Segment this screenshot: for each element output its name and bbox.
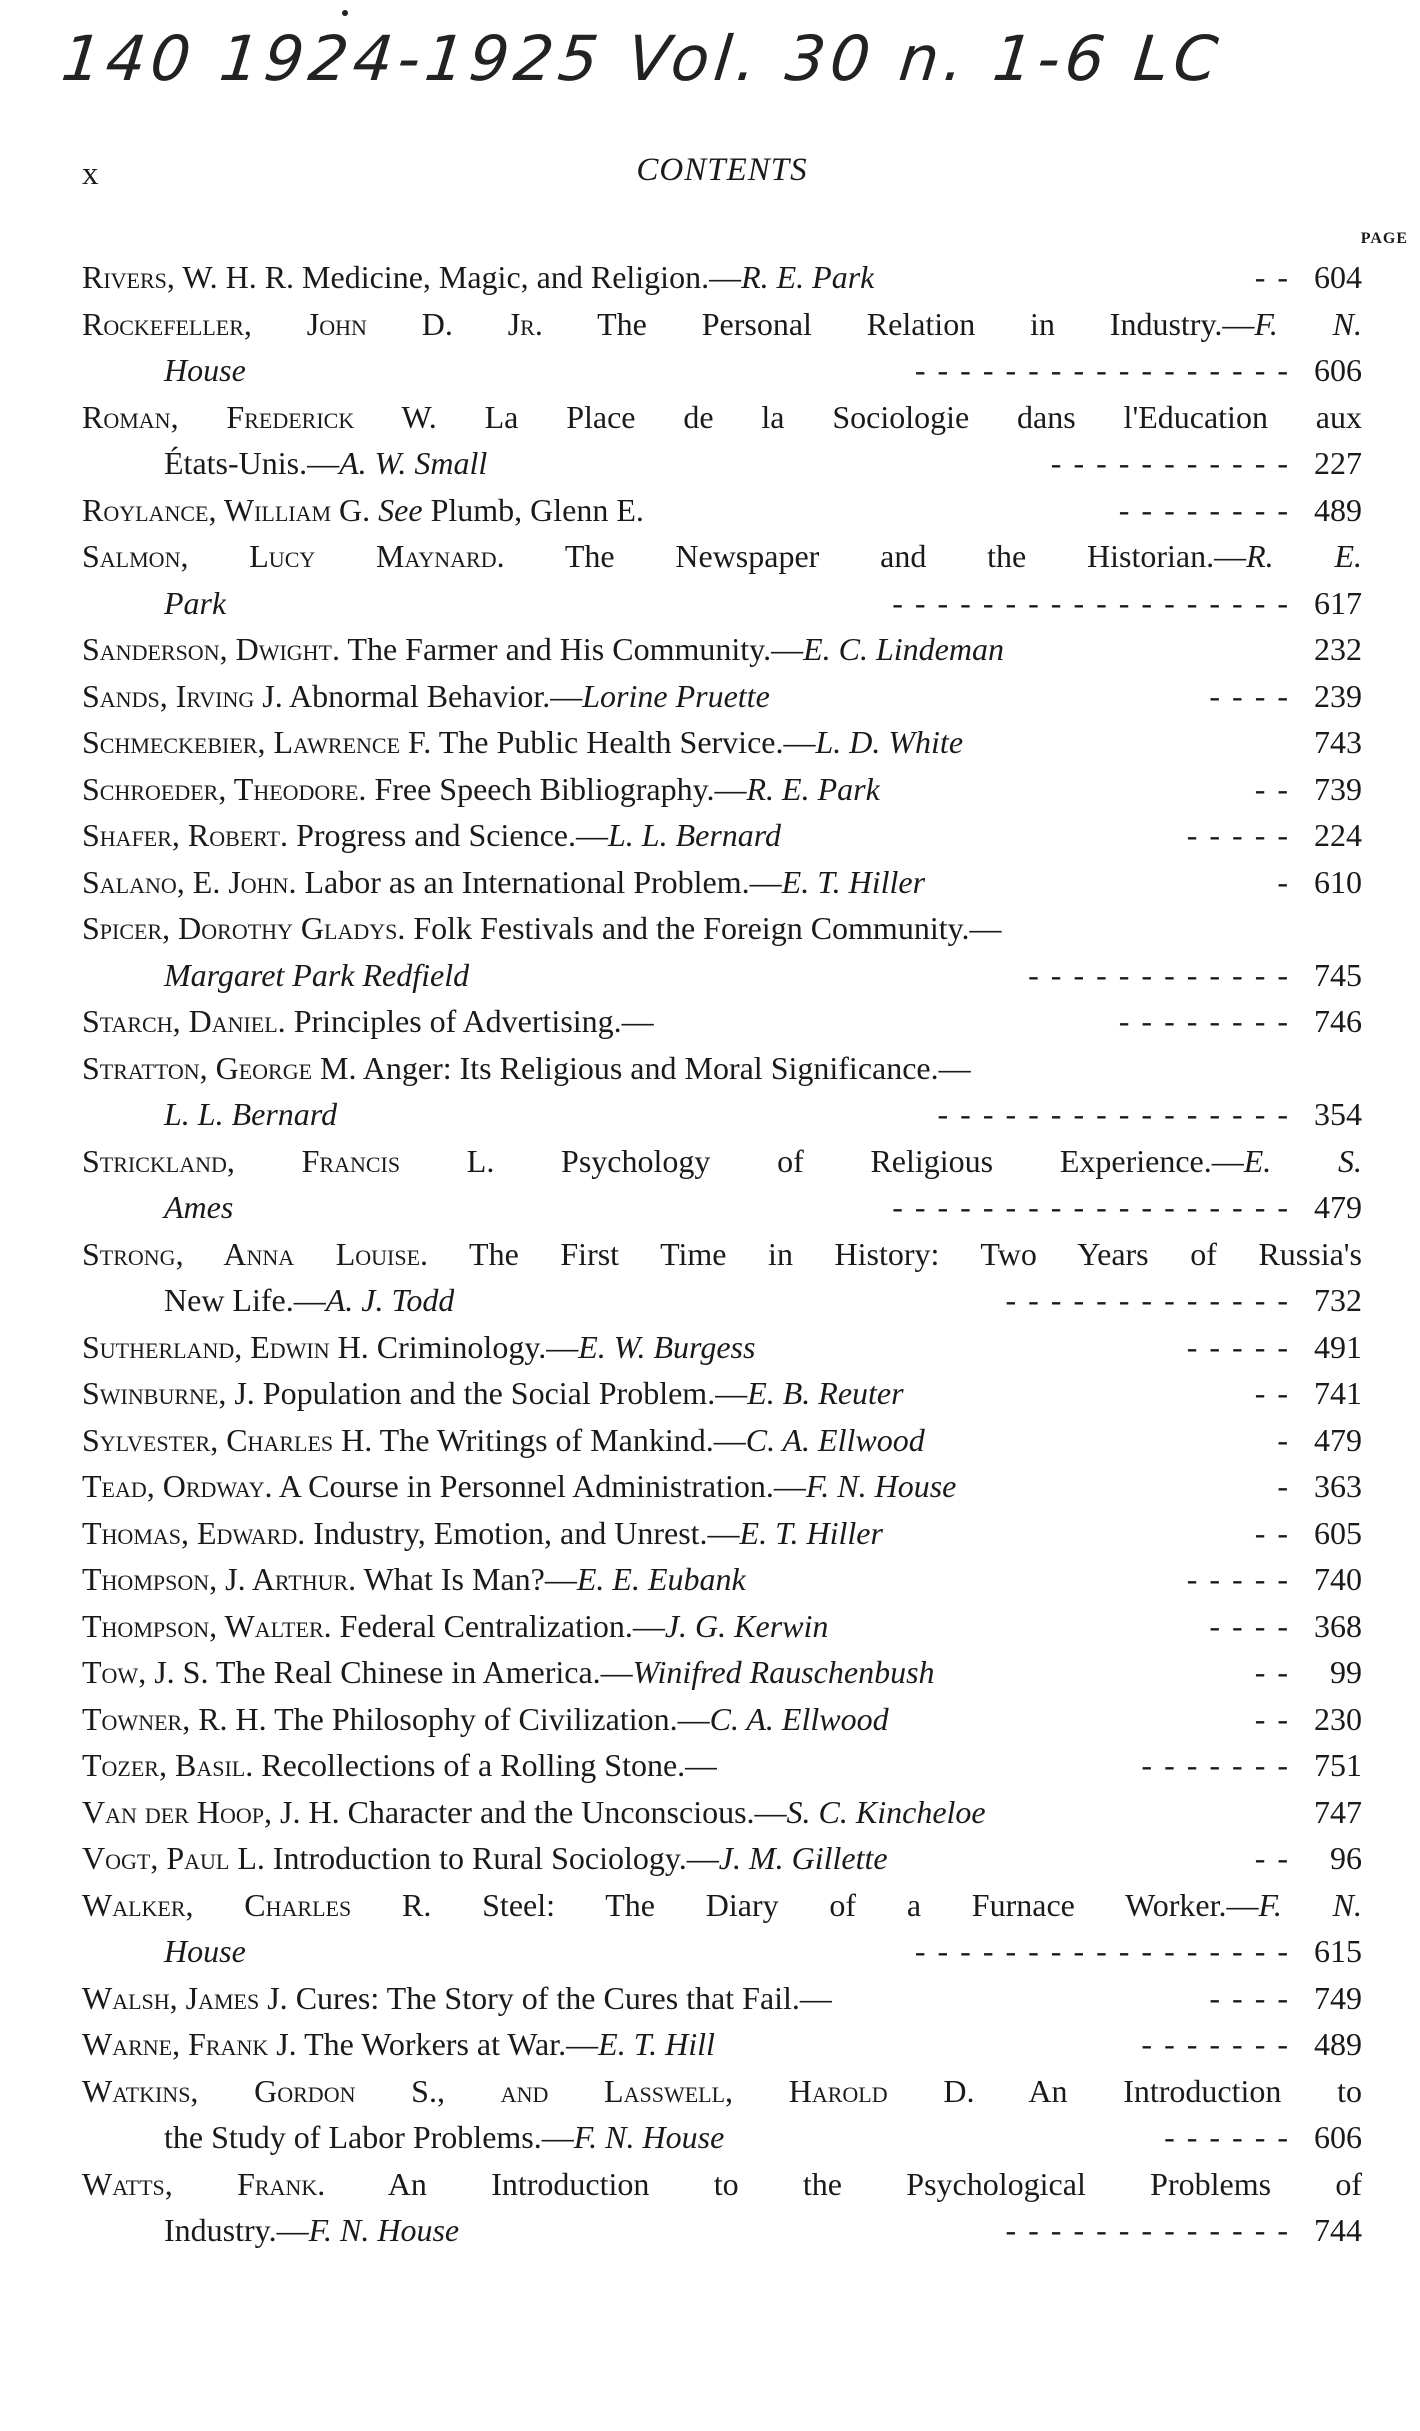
- page-number: 491: [1314, 1328, 1362, 1365]
- contents-entry: [82, 2068, 1362, 2115]
- page-number: 99: [1330, 1654, 1362, 1690]
- dot-leader: - - - - - - - - - - - - -: [1005, 1282, 1290, 1318]
- entry-text: [82, 1091, 337, 1138]
- dot-leader: - -: [1254, 259, 1290, 295]
- entry-reviewer: C. A. Ellwood: [709, 1700, 889, 1737]
- page-title: CONTENTS: [636, 152, 808, 188]
- entry-text: [82, 1603, 828, 1650]
- contents-list: [82, 254, 1362, 2254]
- entry-continuation-line: [82, 1091, 1362, 1138]
- entry-reviewer: F. N.: [1254, 305, 1362, 342]
- entry-text: [82, 347, 246, 394]
- page-number: 617: [1314, 584, 1362, 621]
- entry-reviewer: A. J. Todd: [325, 1282, 455, 1318]
- dot-leader: - - - - - - - - - - - - - - - -: [937, 1096, 1290, 1132]
- entry-author: Roman, Frederick W.: [82, 398, 437, 435]
- dot-leader: -: [1277, 863, 1290, 900]
- entry-author: Rockefeller, John D. Jr.: [82, 305, 543, 342]
- page-number: 745: [1314, 956, 1362, 993]
- ink-dot: [342, 10, 348, 16]
- page-number: 489: [1314, 2026, 1362, 2062]
- entry-title: Psychology of Religious Experience.—: [494, 1142, 1244, 1179]
- dot-leader: - -: [1254, 1654, 1290, 1690]
- entry-author: Tozer, Basil.: [82, 1747, 254, 1783]
- entry-text: [82, 1277, 454, 1324]
- entry-author: Tead, Ordway.: [82, 1468, 273, 1504]
- entry-text: [82, 952, 469, 999]
- contents-entry: [82, 487, 1362, 534]
- page-number: 230: [1314, 1700, 1362, 1737]
- entry-reviewer: Winifred Rauschenbush: [632, 1654, 935, 1690]
- entry-text: [82, 1510, 883, 1557]
- dot-leader: - -: [1254, 1700, 1290, 1737]
- entry-text: [82, 1138, 1362, 1185]
- contents-entry: [82, 1789, 1362, 1836]
- entry-reviewer: A. W. Small: [339, 445, 488, 481]
- entry-author: Watts, Frank.: [82, 2165, 326, 2202]
- dot-leader: - - - - - - - - - - - - - - - - - -: [892, 1189, 1290, 1225]
- dot-leader: - -: [1254, 1840, 1290, 1876]
- entry-text: [82, 2161, 1362, 2208]
- entry-text: [82, 673, 770, 720]
- entry-title: An Introduction to the Psychological Problems of: [325, 2165, 1362, 2202]
- contents-entry: [82, 1556, 1362, 1603]
- entry-text: [82, 254, 874, 301]
- entry-reviewer: C. A. Ellwood: [745, 1421, 925, 1458]
- entry-title: The Philosophy of Civilization.—: [266, 1700, 710, 1737]
- dot-leader: - - - -: [1209, 1607, 1290, 1644]
- page-number: 489: [1314, 491, 1362, 528]
- page-number: 606: [1314, 2119, 1362, 2155]
- entry-author: Vogt, Paul L.: [82, 1840, 265, 1876]
- entry-title: Population and the Social Problem.—: [254, 1375, 748, 1411]
- entry-text: [82, 394, 1362, 441]
- page-number: 610: [1314, 863, 1362, 900]
- contents-entry: [82, 1231, 1362, 1278]
- entry-text: [82, 1789, 986, 1836]
- entry-title: What Is Man?—: [356, 1561, 577, 1597]
- entry-reviewer: S. C. Kincheloe: [786, 1793, 986, 1830]
- page-number: 479: [1314, 1189, 1362, 1225]
- entry-reviewer: R. E.: [1246, 538, 1362, 574]
- entry-title: [370, 492, 378, 528]
- entry-author: Strickland, Francis L.: [82, 1142, 495, 1179]
- contents-entry: [82, 1835, 1362, 1882]
- entry-reviewer: E. T. Hiller: [739, 1514, 883, 1551]
- entry-reviewer: F. N.: [1258, 1886, 1362, 1923]
- entry-author: Stratton, George M.: [82, 1049, 357, 1086]
- entry-reviewer: Ames: [164, 1189, 234, 1225]
- dot-leader: - - - - - - - - - - - - - - - - -: [914, 352, 1290, 388]
- entry-title: Industry.—: [164, 2212, 309, 2248]
- dot-leader: - -: [1254, 1375, 1290, 1411]
- page-number: 368: [1314, 1607, 1362, 1644]
- entry-author: Walker, Charles R.: [82, 1886, 432, 1923]
- entry-reviewer: L. D. White: [815, 724, 964, 760]
- entry-reviewer: E. W. Burgess: [578, 1328, 756, 1365]
- entry-author: Watkins, Gordon S., and Lasswell, Harold D.: [82, 2072, 975, 2109]
- dot-leader: -: [1277, 1421, 1290, 1458]
- entry-text: [82, 812, 781, 859]
- entry-title: Anger: Its Religious and Moral Significance.—: [356, 1049, 971, 1086]
- entry-reviewer: L. L. Bernard: [607, 817, 782, 853]
- page-number: 239: [1314, 677, 1362, 714]
- entry-title: Plumb, Glenn E.: [422, 491, 644, 528]
- entry-author: Starch, Daniel.: [82, 1003, 286, 1039]
- entry-continuation-line: [82, 2114, 1362, 2161]
- entry-reviewer: Margaret Park Redfield: [164, 956, 470, 993]
- page-number: 744: [1314, 2212, 1362, 2248]
- entry-reviewer: E. B. Reuter: [747, 1375, 904, 1411]
- dot-leader: - - - -: [1209, 1979, 1290, 2016]
- entry-title: Free Speech Bibliography.—: [366, 770, 747, 807]
- entry-text: [82, 1835, 888, 1882]
- entry-continuation-line: [82, 2207, 1362, 2254]
- entry-reviewer: R. E. Park: [741, 259, 875, 295]
- entry-title: Labor as an International Problem.—: [296, 863, 782, 900]
- entry-title: Principles of Advertising.—: [285, 1003, 654, 1039]
- entry-text: [82, 626, 1004, 673]
- entry-author: Salmon, Lucy Maynard.: [82, 538, 505, 574]
- entry-title: The Personal Relation in Industry.—: [542, 305, 1255, 342]
- entry-title: Folk Festivals and the Foreign Community.—: [405, 910, 1002, 946]
- entry-continuation-line: [82, 1928, 1362, 1975]
- page-number: 739: [1314, 770, 1362, 807]
- contents-entry: [82, 1975, 1362, 2022]
- entry-text: [82, 859, 925, 906]
- entry-title: The First Time in History: Two Years of Russia's: [428, 1235, 1362, 1272]
- entry-title: La Place de la Sociologie dans l'Education aux: [436, 398, 1362, 435]
- entry-title: New Life.—: [164, 1282, 326, 1318]
- entry-text: [82, 1184, 233, 1231]
- dot-leader: - - - - -: [1186, 1328, 1290, 1365]
- entry-text: [82, 440, 487, 487]
- page-numeral: x: [82, 156, 99, 192]
- entry-author: Salano, E. John.: [82, 863, 297, 900]
- entry-author: Spicer, Dorothy Gladys.: [82, 910, 406, 946]
- contents-entry: [82, 719, 1362, 766]
- entry-text: [82, 766, 880, 813]
- entry-text: [82, 1324, 755, 1371]
- entry-author: Sylvester, Charles H.: [82, 1421, 373, 1458]
- page-number: 615: [1314, 1933, 1362, 1969]
- contents-entry: [82, 905, 1362, 952]
- contents-entry: [82, 1045, 1362, 1092]
- contents-entry: [82, 766, 1362, 813]
- contents-entry: [82, 859, 1362, 906]
- contents-entry: [82, 1742, 1362, 1789]
- entry-reviewer: Park: [164, 584, 227, 621]
- contents-entry: [82, 1510, 1362, 1557]
- contents-entry: [82, 1370, 1362, 1417]
- contents-entry: [82, 533, 1362, 580]
- contents-entry: [82, 998, 1362, 1045]
- page-number: 224: [1314, 817, 1362, 853]
- entry-author: Sanderson, Dwight.: [82, 631, 340, 667]
- entry-title: Industry, Emotion, and Unrest.—: [305, 1514, 740, 1551]
- entry-text: [82, 2068, 1362, 2115]
- dot-leader: - - - - - - - - - - -: [1050, 445, 1290, 481]
- entry-text: [82, 1649, 935, 1696]
- entry-author: Thompson, J. Arthur.: [82, 1561, 357, 1597]
- page-number: 363: [1314, 1468, 1362, 1504]
- entry-text: [82, 533, 1362, 580]
- dot-leader: - - - - - - - - - - - - -: [1005, 2212, 1290, 2248]
- entry-title: Abnormal Behavior.—: [282, 677, 583, 714]
- entry-title: Criminology.—: [368, 1328, 579, 1365]
- page-number: 740: [1314, 1561, 1362, 1597]
- entry-title: The Newspaper and the Historian.—: [504, 538, 1247, 574]
- page-number: 606: [1314, 352, 1362, 388]
- page-number: 746: [1314, 1003, 1362, 1039]
- page-number: 747: [1314, 1793, 1362, 1830]
- entry-reviewer: J. M. Gillette: [718, 1840, 888, 1876]
- entry-title: A Course in Personnel Administration.—: [272, 1468, 806, 1504]
- entry-author: Schroeder, Theodore.: [82, 770, 367, 807]
- entry-text: [82, 1928, 246, 1975]
- entry-author: Warne, Frank J.: [82, 2026, 297, 2062]
- page-number: 354: [1314, 1096, 1362, 1132]
- entry-reviewer: E. T. Hiller: [781, 863, 926, 900]
- contents-entry: [82, 626, 1362, 673]
- contents-entry: [82, 673, 1362, 720]
- page-number: 604: [1314, 259, 1362, 295]
- page-number: 749: [1314, 1979, 1362, 2016]
- entry-author: Walsh, James J.: [82, 1979, 288, 2016]
- entry-author: Strong, Anna Louise.: [82, 1235, 429, 1272]
- entry-author: Towner, R. H.: [82, 1700, 267, 1737]
- entry-title: Cures: The Story of the Cures that Fail.—: [287, 1979, 832, 2016]
- entry-title: An Introduction to: [974, 2072, 1362, 2109]
- entry-author: Shafer, Robert.: [82, 817, 289, 853]
- entry-title: The Workers at War.—: [296, 2026, 599, 2062]
- dot-leader: - - - - - - -: [1141, 1747, 1290, 1783]
- entry-text: [82, 1975, 832, 2022]
- contents-entry: [82, 1649, 1362, 1696]
- page-number: 232: [1314, 631, 1362, 667]
- page-number: 227: [1314, 445, 1362, 481]
- entry-title: Medicine, Magic, and Religion.—: [294, 259, 742, 295]
- entry-text: [82, 1556, 746, 1603]
- entry-reviewer: E. T. Hill: [598, 2026, 715, 2062]
- entry-reviewer: House: [164, 352, 246, 388]
- entry-text: [82, 905, 1002, 952]
- dot-leader: - - - - -: [1186, 817, 1290, 853]
- dot-leader: - -: [1254, 1514, 1290, 1551]
- page-number: 96: [1330, 1840, 1362, 1876]
- entry-text: [82, 1045, 971, 1092]
- entry-continuation-line: [82, 347, 1362, 394]
- entry-continuation-line: [82, 952, 1362, 999]
- page-number: 605: [1314, 1514, 1362, 1551]
- contents-entry: [82, 2021, 1362, 2068]
- contents-entry: [82, 2161, 1362, 2208]
- dot-leader: -: [1277, 1468, 1290, 1504]
- contents-entry: [82, 1882, 1362, 1929]
- entry-author: Schmeckebier, Lawrence F.: [82, 724, 432, 760]
- contents-entry: [82, 301, 1362, 348]
- entry-author: Sands, Irving J.: [82, 677, 283, 714]
- entry-text: [82, 1370, 904, 1417]
- page-number: 751: [1314, 1747, 1362, 1783]
- entry-reviewer: F. N. House: [573, 2119, 725, 2155]
- contents-entry: [82, 812, 1362, 859]
- entry-text: [82, 998, 654, 1045]
- entry-author: Sutherland, Edwin H.: [82, 1328, 369, 1365]
- page-number: 743: [1314, 724, 1362, 760]
- entry-text: [82, 487, 644, 534]
- entry-continuation-line: [82, 1184, 1362, 1231]
- entry-author: Roylance, William G.: [82, 491, 371, 528]
- entry-author: Thomas, Edward.: [82, 1514, 306, 1551]
- entry-text: [82, 1417, 925, 1464]
- entry-title: Introduction to Rural Sociology.—: [264, 1840, 719, 1876]
- contents-entry: [82, 1603, 1362, 1650]
- entry-text: [82, 301, 1362, 348]
- entry-author: Tow, J. S.: [82, 1654, 209, 1690]
- entry-text: [82, 719, 963, 766]
- contents-entry: [82, 1138, 1362, 1185]
- page-header: [82, 152, 1362, 208]
- entry-author: Swinburne, J.: [82, 1375, 255, 1411]
- entry-reviewer: House: [164, 1933, 246, 1969]
- contents-entry: [82, 1324, 1362, 1371]
- contents-entry: [82, 254, 1362, 301]
- contents-entry: [82, 1696, 1362, 1743]
- handwritten-catalog-note: 140 1924-1925 Vol. 30 n. 1-6 LC: [58, 22, 1227, 95]
- entry-title: The Writings of Mankind.—: [372, 1421, 746, 1458]
- entry-title: Character and the Unconscious.—: [339, 1793, 787, 1830]
- dot-leader: - - - - - - - - - - - - - - - - -: [914, 1933, 1290, 1969]
- entry-text: [82, 1696, 889, 1743]
- entry-author: Rivers, W. H. R.: [82, 259, 295, 295]
- dot-leader: - - - - - - - -: [1118, 491, 1290, 528]
- entry-reviewer: J. G. Kerwin: [664, 1607, 829, 1644]
- dot-leader: - - - - - - - -: [1118, 1003, 1290, 1039]
- entry-reviewer: E. S.: [1243, 1142, 1362, 1179]
- entry-title: États-Unis.—: [164, 445, 340, 481]
- entry-title: the Study of Labor Problems.—: [164, 2119, 574, 2155]
- entry-reviewer: Lorine Pruette: [582, 677, 770, 714]
- entry-text: [82, 2114, 724, 2161]
- contents-entry: [82, 394, 1362, 441]
- entry-text: [82, 580, 226, 627]
- entry-title: Recollections of a Rolling Stone.—: [253, 1747, 718, 1783]
- dot-leader: - -: [1254, 770, 1290, 807]
- page-number: 741: [1314, 1375, 1362, 1411]
- entry-title: The Real Chinese in America.—: [208, 1654, 633, 1690]
- entry-reviewer: R. E. Park: [746, 770, 880, 807]
- entry-text: [82, 1231, 1362, 1278]
- dot-leader: - - - - - - -: [1141, 2026, 1290, 2062]
- entry-author: Thompson, Walter.: [82, 1607, 332, 1644]
- entry-reviewer: L. L. Bernard: [164, 1096, 338, 1132]
- entry-continuation-line: [82, 1277, 1362, 1324]
- entry-title: Federal Centralization.—: [331, 1607, 665, 1644]
- dot-leader: - - - - -: [1186, 1561, 1290, 1597]
- entry-reviewer: F. N. House: [805, 1468, 957, 1504]
- entry-reviewer: See: [378, 491, 423, 528]
- entry-text: [82, 1742, 717, 1789]
- entry-reviewer: E. E. Eubank: [576, 1561, 746, 1597]
- entry-text: [82, 2207, 459, 2254]
- dot-leader: - - - - - -: [1164, 2119, 1290, 2155]
- entry-continuation-line: [82, 580, 1362, 627]
- entry-title: Steel: The Diary of a Furnace Worker.—: [431, 1886, 1259, 1923]
- entry-reviewer: E. C. Lindeman: [803, 631, 1004, 667]
- entry-text: [82, 1882, 1362, 1929]
- page-number: 732: [1314, 1282, 1362, 1318]
- entry-title: The Public Health Service.—: [431, 724, 816, 760]
- dot-leader: - - - - - - - - - - - -: [1028, 956, 1290, 993]
- dot-leader: - - - -: [1209, 677, 1290, 714]
- entry-text: [82, 1463, 956, 1510]
- entry-author: Van der Hoop, J. H.: [82, 1793, 340, 1830]
- entry-text: [82, 2021, 715, 2068]
- contents-entry: [82, 1463, 1362, 1510]
- entry-title: Progress and Science.—: [288, 817, 608, 853]
- contents-entry: [82, 1417, 1362, 1464]
- page-column-label: PAGE: [1360, 230, 1408, 247]
- entry-continuation-line: [82, 440, 1362, 487]
- entry-title: The Farmer and His Community.—: [340, 631, 804, 667]
- page-number: 479: [1314, 1421, 1362, 1458]
- dot-leader: - - - - - - - - - - - - - - - - - -: [892, 584, 1290, 621]
- entry-reviewer: F. N. House: [308, 2212, 460, 2248]
